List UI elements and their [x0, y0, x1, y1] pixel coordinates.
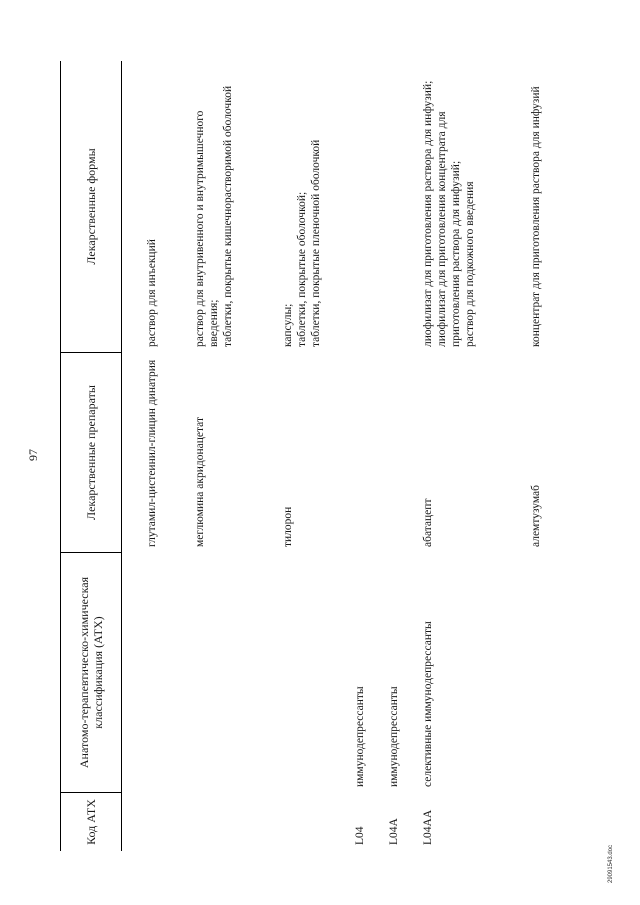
footer-file-code: 29091543.doc — [608, 844, 614, 883]
form-line: таблетки, покрытые оболочкой; — [296, 191, 308, 347]
table-row — [278, 61, 338, 851]
page-number: 97 — [26, 449, 40, 461]
cell-preparation — [350, 353, 356, 553]
cell-code — [142, 793, 148, 851]
cell-forms — [418, 61, 480, 353]
cell-forms — [142, 61, 162, 353]
cell-preparation: тилорон — [282, 506, 294, 547]
table-row — [142, 61, 178, 851]
header-forms: Лекарственные формы — [61, 61, 121, 353]
cell-preparation: глутамил-цистеинил-глицин динатрия — [146, 359, 158, 547]
cell-preparation: алемтузумаб — [530, 484, 542, 547]
header-code: Код АТХ — [84, 799, 98, 845]
cell-code — [526, 793, 532, 851]
cell-classification: иммунодепрессанты — [388, 686, 400, 787]
cell-classification: селективные иммунодепрессанты — [422, 621, 434, 787]
form-line: таблетки, покрытые пленочной оболочкой — [310, 139, 322, 347]
form-line: лиофилизат для приготовления раствора для инфузий; — [422, 80, 434, 347]
table-header — [60, 61, 122, 851]
form-line: раствор для подкожного введения — [464, 181, 476, 347]
drug-table — [60, 61, 574, 851]
rotated-sheet — [20, 25, 620, 885]
cell-classification: иммунодепрессанты — [354, 686, 366, 787]
cell-classification — [190, 553, 196, 793]
header-classification: Анатомо-терапевтическо-химическая классификация (АТХ) — [61, 553, 121, 793]
cell-classification — [142, 553, 148, 793]
form-line: капсулы; — [282, 303, 294, 347]
cell-forms — [350, 61, 356, 353]
cell-classification — [526, 553, 532, 793]
cell-code: L04A — [388, 818, 400, 845]
cell-preparation: абатацепт — [422, 498, 434, 547]
form-line: лиофилизат для приготовления концентрата для приготовления раствора для инфузий; — [436, 111, 462, 347]
table-row — [190, 61, 266, 851]
cell-preparation: меглюмина акридонацетат — [194, 417, 206, 547]
cell-code: L04AA — [422, 809, 434, 845]
table-row — [350, 61, 372, 851]
table-row — [526, 61, 562, 851]
form-line: таблетки, покрытые кишечнорастворимой оболочкой — [222, 85, 234, 347]
cell-classification — [278, 553, 284, 793]
cell-forms — [526, 61, 546, 353]
cell-forms — [278, 61, 326, 353]
cell-code — [190, 793, 196, 851]
table-row — [418, 61, 514, 851]
cell-code — [278, 793, 284, 851]
form-line: раствор для внутривенного и внутримышечного введения; — [194, 110, 220, 347]
form-line: раствор для инъекций — [146, 239, 158, 347]
table-row — [384, 61, 406, 851]
table-body — [122, 61, 562, 851]
header-preparations: Лекарственные препараты — [61, 353, 121, 553]
cell-code: L04 — [354, 826, 366, 845]
cell-preparation — [384, 353, 390, 553]
form-line: концентрат для приготовления раствора для инфузий — [530, 86, 542, 347]
cell-forms — [190, 61, 238, 353]
cell-forms — [384, 61, 390, 353]
